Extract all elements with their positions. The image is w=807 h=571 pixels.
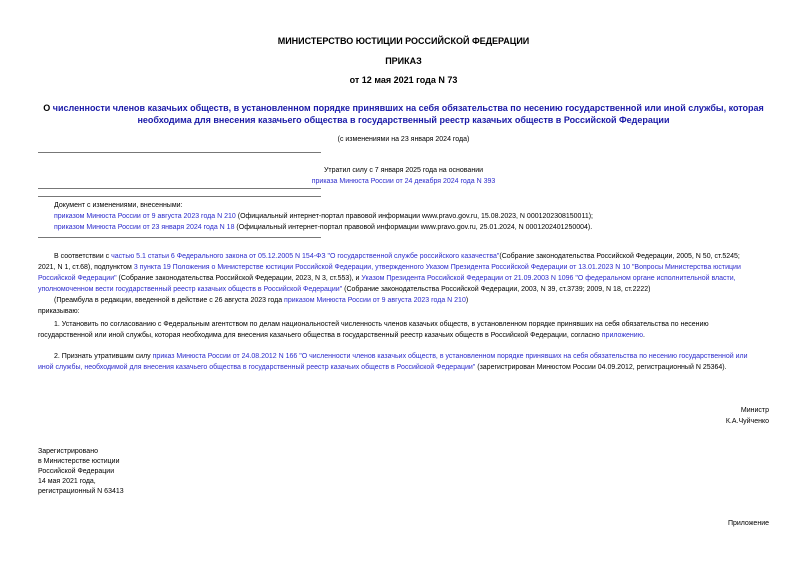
- signature-title: Министр: [740, 407, 769, 414]
- preamble-amendment-note: [54, 296, 468, 306]
- changes-heading: Документ с изменениями, внесенными:: [54, 202, 183, 209]
- amendment-link[interactable]: приказом Минюста России от 9 августа 2023 года N 210: [284, 297, 466, 304]
- signature-name: К.А.Чуйченко: [725, 418, 769, 425]
- decree-link[interactable]: уполномоченном вести государственный реестр казачьих обществ в Российской Федерации": [38, 286, 343, 293]
- title-line-2[interactable]: необходима для внесения казачьего общества в государственный реестр казачьих обществ в Российской Федерации: [137, 115, 670, 125]
- title-prefix: О: [43, 103, 53, 113]
- appendix-link[interactable]: приложению: [601, 332, 643, 339]
- orders-word: приказываю:: [38, 308, 80, 315]
- registration-line: 14 мая 2021 года,: [38, 478, 96, 485]
- ministry-heading: МИНИСТЕРСТВО ЮСТИЦИИ РОССИЙСКОЙ ФЕДЕРАЦИИ: [277, 36, 530, 46]
- preamble-line: [38, 263, 778, 273]
- decree-link[interactable]: Указом Президента Российской Федерации от 21.09.2003 N 1096 "О федеральном органе исполнительной власти,: [361, 275, 736, 282]
- change-source: (Официальный интернет-портал правовой информации www.pravo.gov.ru, 25.01.2024, N 0001202401250004).: [234, 224, 593, 231]
- item-2-line: [54, 352, 794, 362]
- law-link[interactable]: частью 5.1 статьи 6 Федерального закона от 05.12.2005 N 154-ФЗ "О государственной службе российского казачества": [111, 253, 500, 260]
- separator-rule: [38, 152, 321, 153]
- regulation-link[interactable]: Российской Федерации": [38, 275, 117, 282]
- item-text: 2. Признать утратившим силу: [54, 353, 153, 360]
- preamble-text: (Собрание законодательства Российской Федерации, 2003, N 39, ст.3739; 2009, N 18, ст.2222): [342, 286, 651, 293]
- expired-note: Утратил силу с 7 января 2025 года на основании: [323, 167, 484, 174]
- preamble-text: В соответствии с: [54, 253, 112, 260]
- preamble-line: [38, 274, 778, 284]
- repealed-order-link[interactable]: приказ Минюста России от 24.08.2012 N 166 "О численности членов казачьих обществ, в установленном порядке принявших на себя обязательства по несению государственной или: [152, 353, 748, 360]
- regulation-link[interactable]: 3 пункта 19 Положения о Министерстве юстиции Российской Федерации, утвержденного Указом Президента Российской Федерации от 13.01.2023 N 10 "Вопросы Министерства юстиции: [133, 264, 741, 271]
- preamble-line: [38, 285, 778, 295]
- item-2-line: [38, 363, 778, 373]
- change-item: [54, 212, 794, 222]
- separator-rule: [38, 188, 321, 189]
- preamble-text: 2021, N 1, ст.68), подпунктом: [38, 264, 134, 271]
- title-line-1[interactable]: численности членов казачьих обществ, в установленном порядке принявших на себя обязательства по несению государственной или иной службы, которая: [52, 103, 764, 113]
- registration-line: Российской Федерации: [38, 468, 115, 475]
- item-text: государственной или иной службы, которая необходима для внесения казачьего общества в государственный реестр казачьих обществ в Российской Федерации, согласно: [38, 332, 602, 339]
- amended-note: (с изменениями на 23 января 2024 года): [337, 136, 470, 143]
- registration-block: [38, 447, 124, 497]
- change-source: (Официальный интернет-портал правовой информации www.pravo.gov.ru, 15.08.2023, N 0001202308150011);: [235, 213, 593, 220]
- registration-line: в Министерстве юстиции: [38, 458, 120, 465]
- preamble-text: (Собрание законодательства Российской Федерации, 2023, N 3, ст.553), и: [116, 275, 362, 282]
- document-title: [0, 102, 807, 126]
- doc-type-heading: ПРИКАЗ: [385, 56, 422, 66]
- separator-rule: [38, 196, 321, 197]
- change-link[interactable]: приказом Минюста России от 9 августа 2023 года N 210: [54, 213, 236, 220]
- item-1-line: 1. Установить по согласованию с Федеральным агентством по делам национальностей численность членов казачьих обществ, в установленном порядке принявших на себя обязательства по несению: [54, 321, 709, 328]
- change-item: [54, 223, 794, 233]
- note-text: (Преамбула в редакции, введенной в действие с 26 августа 2023 года: [54, 297, 285, 304]
- expired-link[interactable]: приказа Минюста России от 24 декабря 2024 года N 393: [311, 178, 496, 185]
- preamble-line: [54, 252, 774, 262]
- note-text: ): [465, 297, 469, 304]
- separator-rule: [38, 237, 321, 238]
- item-text: .: [642, 332, 645, 339]
- appendix-label: Приложение: [727, 520, 769, 527]
- doc-date-number: от 12 мая 2021 года N 73: [349, 75, 458, 85]
- preamble-text: (Собрание законодательства Российской Федерации, 2005, N 50, ст.5245;: [499, 253, 740, 260]
- item-1-line: [38, 331, 778, 341]
- repealed-order-link[interactable]: иной службы, необходимой для внесения казачьего общества в государственный реестр казачьих обществ в Российской Федерации": [38, 364, 476, 371]
- item-text: (зарегистрирован Минюстом России 04.09.2012, регистрационный N 25364).: [475, 364, 727, 371]
- registration-line: Зарегистрировано: [38, 448, 98, 455]
- change-link[interactable]: приказом Минюста России от 23 января 2024 года N 18: [54, 224, 235, 231]
- registration-line: регистрационный N 63413: [38, 488, 124, 495]
